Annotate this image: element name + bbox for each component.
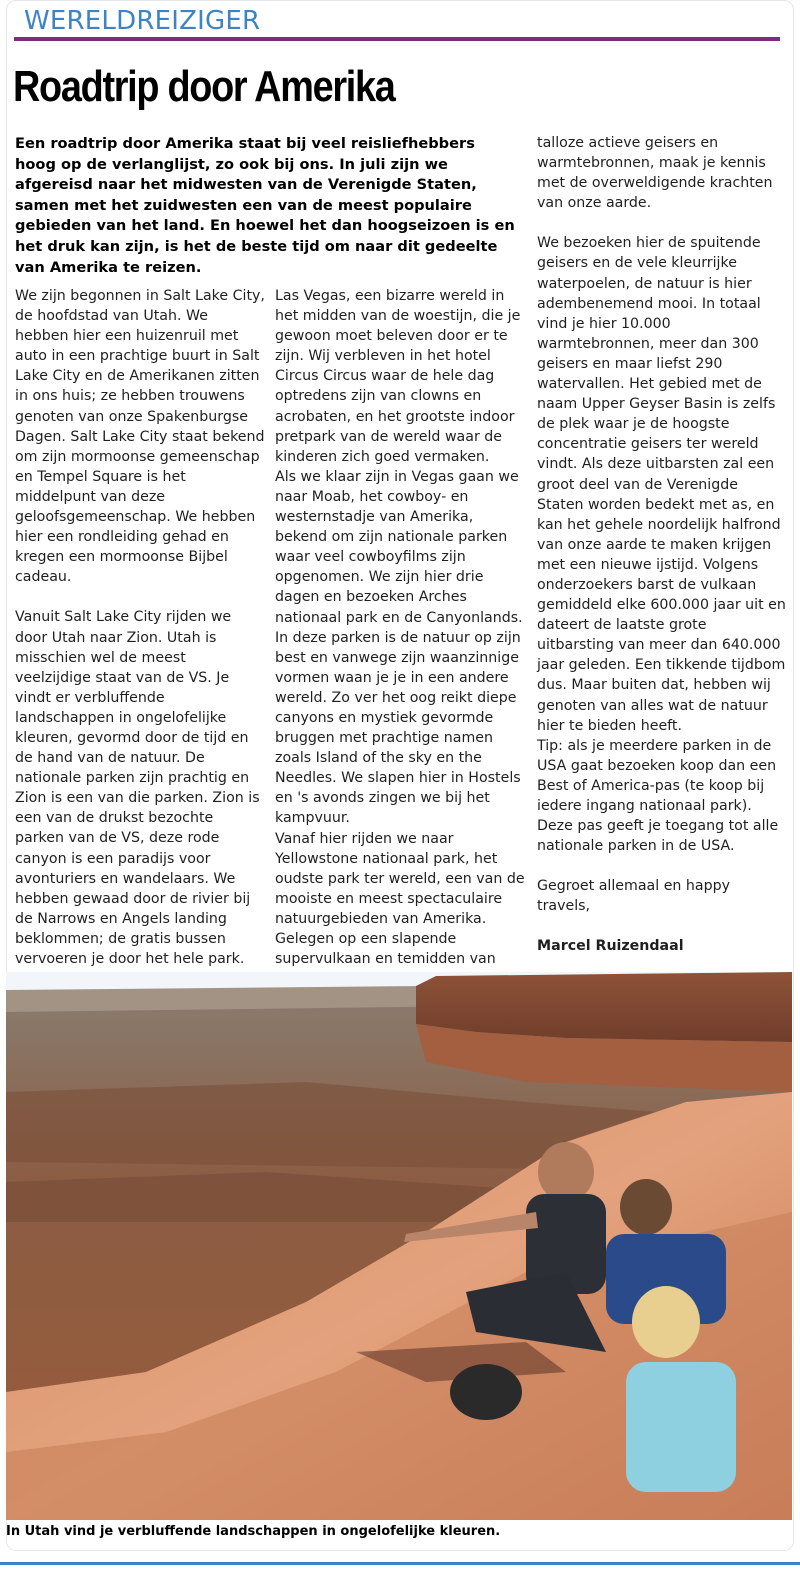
body-column-1 <box>15 286 265 989</box>
paragraph: Vanaf hier rijden we naar Yellowstone nationaal park, het oudste park ter wereld, een van de mooiste en meest spectaculaire natuurgebieden van Amerika. Gelegen op een slapende supervulkaan en temidden van <box>275 830 525 968</box>
paragraph: We bezoeken hier de spuitende geisers en de vele kleurrijke waterpoelen, de natuur is hier adembenemend mooi. In totaal vind je hier 10.000 warmtebronnen, meer dan 300 geisers en maar liefst 290 watervallen. Het gebied met de naam Upper Geyser Basin is zelfs de plek waar je de hoogste concentratie geisers ter wereld vindt. Als deze uitbarsten zal een groot deel van de Verenigde Staten worden bedekt met as, en kan het gehele noordelijk halfrond van onze aarde te maken krijgen met een nieuwe ijstijd. Volgens onderzoekers barst de vulkaan gemiddeld elke 600.000 jaar uit en dateert de laatste grote uitbarsting van meer dan 640.000 jaar geleden. Een tikkende tijdbom dus. Maar buiten dat, hebben wij genoten van alles wat de natuur hier te bieden heeft. <box>537 235 786 734</box>
paragraph: Tip: als je meerdere parken in de USA gaat bezoeken koop dan een Best of America-pas (te koop bij iedere ingang nationaal park). Deze pas geeft je toegang tot alle nationale parken in de USA. <box>537 737 779 855</box>
paragraph: Vanuit Salt Lake City rijden we door Utah naar Zion. Utah is misschien wel de meest veelzijdige staat van de VS. Je vindt er verbluffende landschappen in ongelofelijke kleuren, gevormd door de tijd en de hand van de natuur. De nationale parken zijn prachtig en Zion is een van die parken. Zion is een van de drukst bezochte parken van de VS, deze rode canyon is een paradijs voor avonturiers en wandelaars. We hebben gewaad door de rivier bij de Narrows en Angels landing beklommen; de gratis bussen vervoeren je door het hele park. <box>15 609 260 967</box>
paragraph: Gegroet allemaal en happy travels, <box>537 878 731 915</box>
paragraph: Las Vegas, een bizarre wereld in het midden van de woestijn, die je gewoon moet beleven door er te zijn. Wij verbleven in het hotel Circus Circus waar de hele dag optredens zijn van clowns en acrobaten, en het grootste indoor pretpark van de wereld waar de kinderen zich goed vermaken. <box>275 288 521 465</box>
article-photo <box>6 972 792 1520</box>
paragraph: Als we klaar zijn in Vegas gaan we naar Moab, het cowboy- en westernstadje van Amerika, bekend om zijn nationale parken waar veel cowboyfilms zijn opgenomen. We zijn hier drie dagen en bezoeken Arches nationaal park en de Canyonlands. In deze parken is de natuur op zijn best en vanwege zijn waanzinnige vormen waan je je in een andere wereld. Zo ver het oog reikt diepe canyons en mystiek gevormde bruggen met prachtige namen zoals Island of the sky en the Needles. We slapen hier in Hostels en 's avonds zingen we bij het kampvuur. <box>275 468 523 827</box>
article-lead: Een roadtrip door Amerika staat bij veel reisliefhebbers hoog op de verlanglijst, zo ook bij ons. In juli zijn we afgereisd naar het midwesten van de Verenigde Staten, samen met het zuidwesten een van de meest populaire gebieden van het land. En hoewel het dan hoogseizoen is en het druk kan zijn, is het de beste tijd om naar dit gedeelte van Amerika te reizen. <box>15 135 515 276</box>
author-signature: Marcel Ruizendaal <box>537 938 684 955</box>
body-column-2 <box>275 286 525 969</box>
section-label: WERELDREIZIGER <box>24 6 261 36</box>
body-column-3 <box>537 133 787 957</box>
photo-caption: In Utah vind je verbluffende landschappen in ongelofelijke kleuren. <box>6 1524 501 1539</box>
paragraph: talloze actieve geisers en warmtebronnen, maak je kennis met de overweldigende krachten van onze aarde. <box>537 135 773 212</box>
article-headline: Roadtrip door Amerika <box>13 62 395 111</box>
bottom-divider <box>0 1562 800 1565</box>
section-divider <box>14 37 780 41</box>
paragraph: We zijn begonnen in Salt Lake City, de hoofdstad van Utah. We hebben hier een huizenruil met auto in een prachtige buurt in Salt Lake City en de Amerikanen zitten in ons huis; ze hebben trouwens genoten van onze Spakenburgse Dagen. Salt Lake City staat bekend om zijn mormoonse gemeenschap en Tempel Square is het middelpunt van deze geloofsgemeenschap. We hebben hier een rondleiding gehad en kregen een mormoonse Bijbel cadeau. <box>15 288 265 586</box>
